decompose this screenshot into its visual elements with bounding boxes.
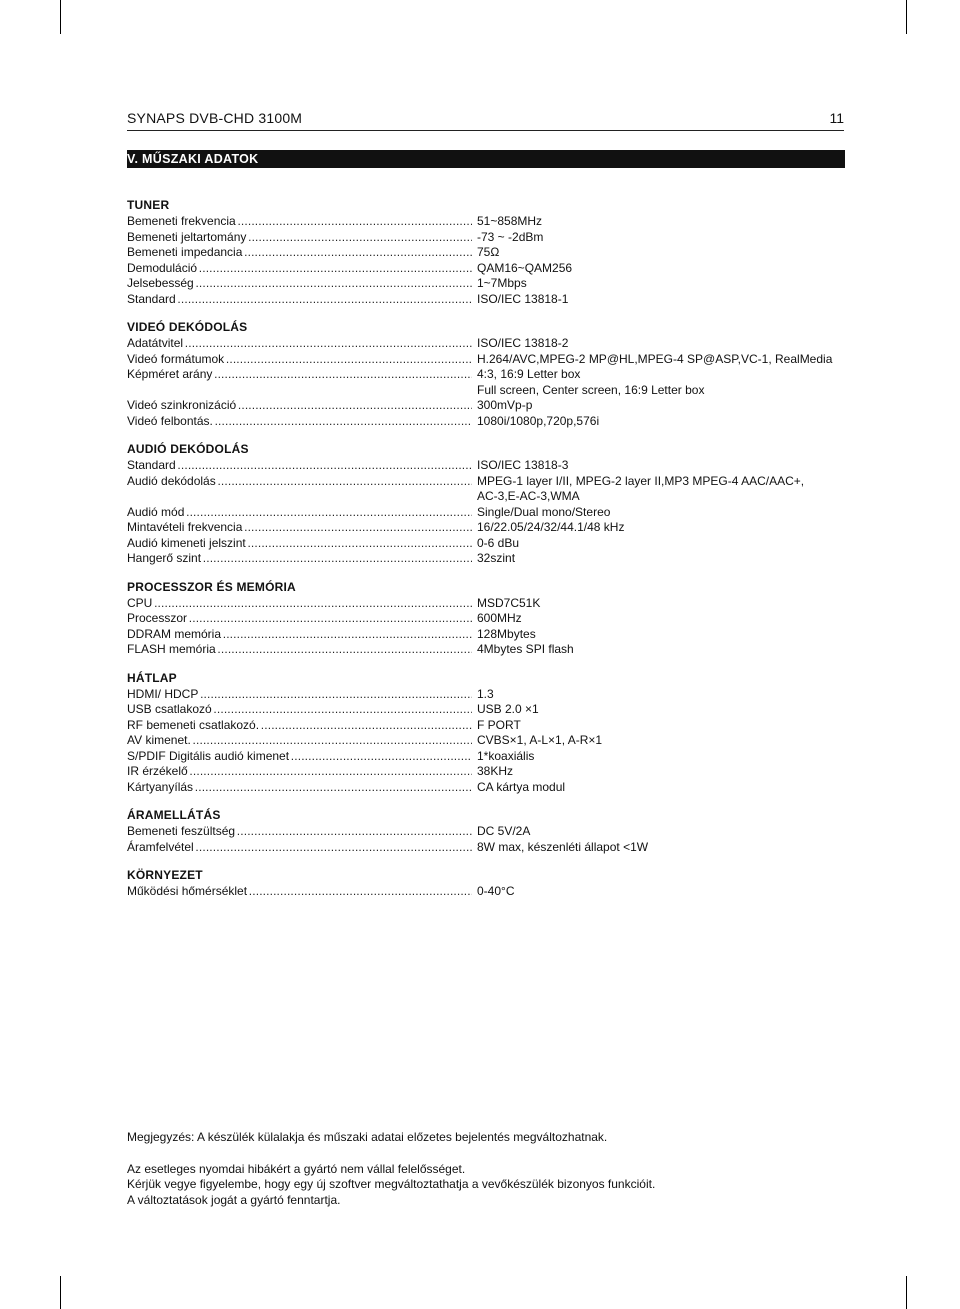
spec-row (127, 611, 847, 627)
spec-label: Standard . . . (127, 458, 472, 474)
spec-value: 300mVp-p (477, 398, 533, 412)
spec-label: Bemeneti jeltartomány . . . (127, 230, 472, 246)
spec-value: H.264/AVC,MPEG-2 MP@HL,MPEG-4 SP@ASP,VC-1, RealMedia (477, 351, 833, 366)
spec-row (127, 687, 847, 703)
spec-value: CVBS×1, A-L×1, A-R×1 (477, 733, 603, 747)
group-title: VIDEÓ DEKÓDOLÁS (127, 320, 248, 334)
spec-value: 4:3, 16:9 Letter box (477, 367, 581, 381)
spec-value: AC-3,E-AC-3,WMA (477, 489, 580, 503)
spec-value: 600MHz (477, 611, 522, 625)
spec-row (127, 780, 847, 796)
spec-value: DC 5V/2A (477, 824, 531, 838)
spec-value: 1~7Mbps (477, 276, 527, 290)
spec-value: Full screen, Center screen, 16:9 Letter box (477, 382, 705, 397)
group-title: ÁRAMELLÁTÁS (127, 808, 221, 822)
disclaimer-line: Kérjük vegye figyelembe, hogy egy új szoftver megváltoztathatja a vevőkészülék bizonyos funkcióit. (127, 1177, 656, 1191)
spec-label: AV kimenet. . . . (127, 733, 472, 749)
spec-value: 75Ω (477, 245, 500, 259)
spec-label: Bemeneti frekvencia . . . (127, 214, 472, 230)
spec-value: 8W max, készenléti állapot <1W (477, 839, 649, 854)
spec-row (127, 398, 847, 414)
spec-value: 128Mbytes (477, 626, 536, 641)
spec-row (127, 749, 847, 765)
spec-row (127, 230, 847, 246)
spec-value: 16/22.05/24/32/44.1/48 kHz (477, 520, 625, 534)
spec-label: Hangerő szint . . . (127, 551, 472, 567)
section-title: V. MŰSZAKI ADATOK (127, 150, 845, 168)
spec-row (127, 764, 847, 780)
spec-label: Audió dekódolás . . . (127, 474, 472, 490)
spec-value: 1*koaxiális (477, 748, 535, 763)
disclaimer-line: A változtatások jogát a gyártó fenntartja. (127, 1192, 341, 1207)
disclaimer-line: Az esetleges nyomdai hibákért a gyártó nem vállal felelősséget. (127, 1161, 466, 1176)
spec-row (127, 702, 847, 718)
spec-list (127, 198, 847, 913)
spec-row (127, 520, 847, 536)
spec-value: 0-6 dBu (477, 535, 520, 550)
spec-value: USB 2.0 ×1 (477, 702, 539, 716)
spec-value: 51~858MHz (477, 214, 543, 228)
crop-mark-top-right (906, 0, 907, 34)
spec-group (127, 671, 847, 796)
spec-row (127, 352, 847, 368)
spec-row (127, 474, 847, 490)
spec-label: Demoduláció . . . (127, 261, 472, 277)
spec-group (127, 442, 847, 567)
spec-label: Audió kimeneti jelszint . . . (127, 536, 472, 552)
spec-value: 4Mbytes SPI flash (477, 642, 574, 656)
spec-group (127, 320, 847, 429)
group-title: KÖRNYEZET (127, 868, 203, 882)
spec-label: FLASH memória . . . (127, 642, 472, 658)
spec-value: ISO/IEC 13818-3 (477, 458, 569, 472)
spec-row (127, 261, 847, 277)
spec-value: ISO/IEC 13818-1 (477, 291, 569, 306)
group-title: TUNER (127, 198, 170, 212)
spec-label: Mintavételi frekvencia . . . (127, 520, 472, 536)
spec-row (127, 336, 847, 352)
notes (127, 1130, 655, 1208)
spec-group (127, 868, 847, 900)
spec-row (127, 627, 847, 643)
spec-label: Videó szinkronizáció . . . (127, 398, 472, 414)
crop-mark-bottom-right (906, 1276, 907, 1309)
spec-label: Processzor . . . (127, 611, 472, 627)
spec-row (127, 367, 847, 383)
spec-row (127, 383, 847, 399)
spec-row (127, 718, 847, 734)
remark-text: Megjegyzés: A készülék külalakja és műszaki adatai előzetes bejelentés megváltozhatnak. (127, 1130, 608, 1144)
spec-value: F PORT (477, 717, 521, 732)
group-title: AUDIÓ DEKÓDOLÁS (127, 442, 249, 456)
spec-row (127, 245, 847, 261)
spec-row (127, 276, 847, 292)
spec-value: QAM16~QAM256 (477, 260, 573, 275)
spec-group (127, 198, 847, 307)
spec-label: Áramfelvétel . . . (127, 840, 472, 856)
spec-label: IR érzékelő . . . (127, 764, 472, 780)
crop-mark-top-left (60, 0, 61, 34)
spec-label: Videó formátumok . . . (127, 352, 472, 368)
spec-row (127, 551, 847, 567)
spec-label: Videó felbontás. . . . (127, 414, 472, 430)
spec-value: -73 ~ -2dBm (477, 229, 544, 244)
spec-row (127, 214, 847, 230)
spec-label: Bemeneti feszültség . . . (127, 824, 472, 840)
spec-value: 38KHz (477, 764, 514, 778)
spec-label: Képméret arány . . . (127, 367, 472, 383)
spec-value: 0-40°C (477, 884, 515, 898)
document-title: SYNAPS DVB-CHD 3100M (127, 110, 303, 126)
spec-row (127, 840, 847, 856)
group-title: HÁTLAP (127, 670, 177, 685)
spec-label: Működési hőmérséklet . . . (127, 884, 472, 900)
spec-label: RF bemeneti csatlakozó. . . . (127, 718, 472, 734)
spec-label: Audió mód . . . (127, 505, 472, 521)
spec-label: Adatátvitel . . . (127, 336, 472, 352)
spec-value: MPEG-1 layer I/II, MPEG-2 layer II,MP3 MPEG-4 AAC/AAC+, (477, 473, 805, 488)
spec-value: CA kártya modul (477, 779, 566, 794)
spec-value: ISO/IEC 13818-2 (477, 336, 569, 350)
spec-row (127, 884, 847, 900)
group-title: PROCESSZOR ÉS MEMÓRIA (127, 579, 296, 594)
spec-label: HDMI/ HDCP . . . (127, 687, 472, 703)
spec-value: 1.3 (477, 686, 494, 701)
spec-row (127, 536, 847, 552)
spec-label: Standard . . . (127, 292, 472, 308)
page-number: 11 (829, 110, 844, 126)
spec-row (127, 489, 847, 505)
spec-label: DDRAM memória . . . (127, 627, 472, 643)
spec-value: MSD7C51K (477, 595, 541, 610)
spec-value: Single/Dual mono/Stereo (477, 504, 611, 519)
spec-row (127, 824, 847, 840)
page-header (127, 108, 844, 131)
spec-row (127, 596, 847, 612)
spec-row (127, 414, 847, 430)
spec-group (127, 808, 847, 855)
spec-label: S/PDIF Digitális audió kimenet . . . (127, 749, 472, 765)
spec-value: 32szint (477, 551, 516, 565)
spec-row (127, 292, 847, 308)
spec-row (127, 642, 847, 658)
spec-label: USB csatlakozó . . . (127, 702, 472, 718)
spec-value: 1080i/1080p,720p,576i (477, 413, 600, 428)
spec-label: Jelsebesség . . . (127, 276, 472, 292)
spec-label: Kártyanyílás . . . (127, 780, 472, 796)
spec-row (127, 733, 847, 749)
spec-label: CPU . . . (127, 596, 472, 612)
spec-row (127, 458, 847, 474)
spec-group (127, 580, 847, 658)
crop-mark-bottom-left (60, 1276, 61, 1309)
spec-row (127, 505, 847, 521)
spec-label: Bemeneti impedancia . . . (127, 245, 472, 261)
